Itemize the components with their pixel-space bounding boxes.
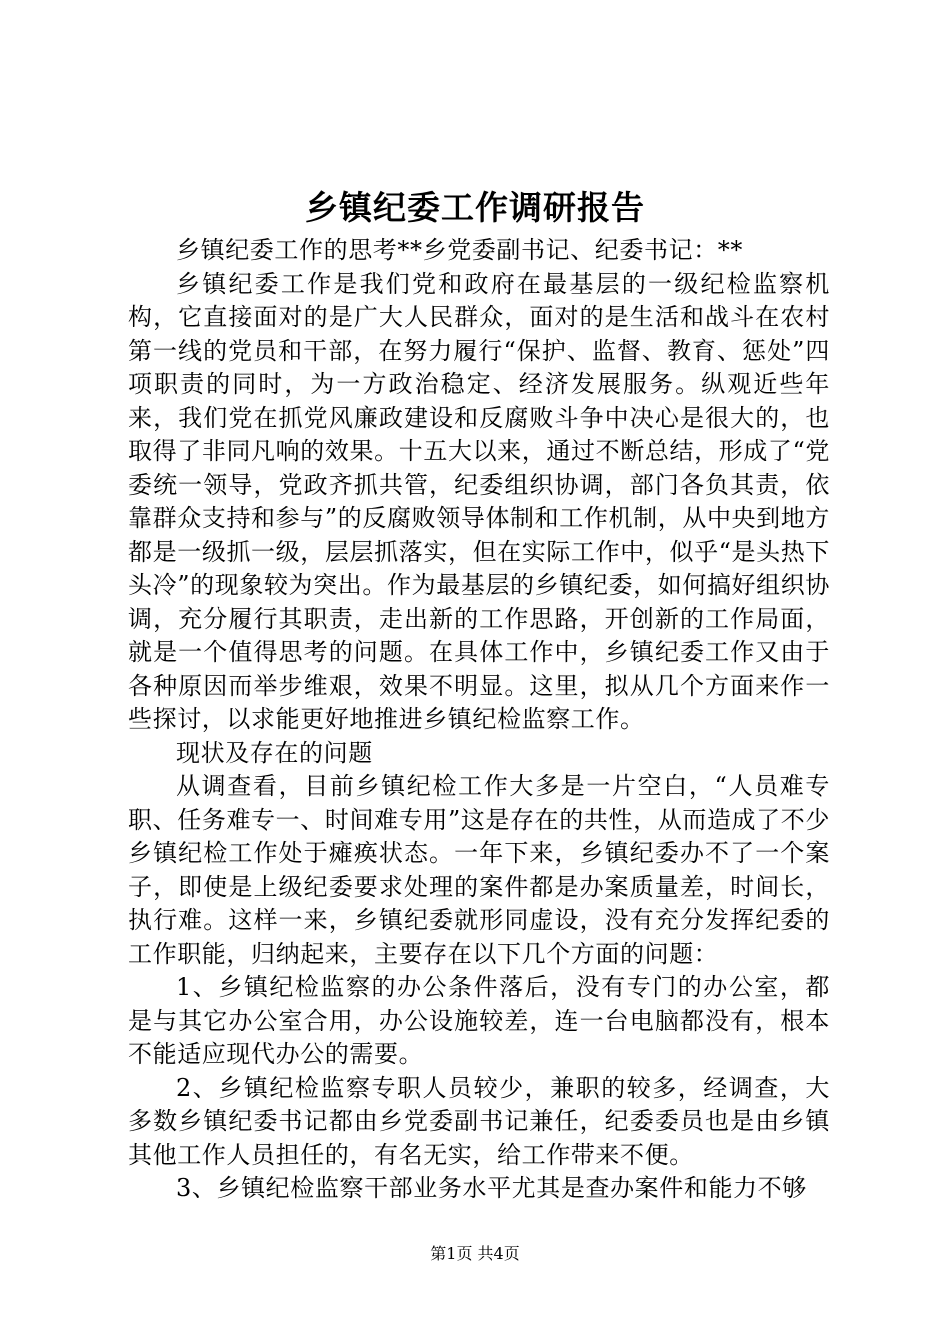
paragraph-item-2: 2、乡镇纪检监察专职人员较少，兼职的较多，经调查，大多数乡镇纪委书记都由乡党委副书记兼任，纪委委员也是由乡镇其他工作人员担任的，有名无实，给工作带来不便。 [128,1073,830,1169]
page-footer: 第1页 共4页 [430,1244,520,1263]
paragraph-intro: 乡镇纪委工作是我们党和政府在最基层的一级纪检监察机构，它直接面对的是广大人民群众，面对的是生活和战斗在农村第一线的党员和干部，在努力履行“保护、监督、教育、惩处”四项职责的同时，为一方政治稳定、经济发展服务。纵观近些年来，我们党在抓党风廉政建设和反腐败斗争中决心是很大的，也取得了非同凡响的效果。十五大以来，通过不断总结，形成了“党委统一领导，党政齐抓共管，纪委组织协调，部门各负其责，依靠群众支持和参与”的反腐败领导体制和工作机制，从中央到地方都是一级抓一级，层层抓落实，但在实际工作中，似乎“是头热下头冷”的现象较为突出。作为最基层的乡镇纪委，如何搞好组织协调，充分履行其职责，走出新的工作思路，开创新的工作局面，就是一个值得思考的问题。在具体工作中，乡镇纪委工作又由于各种原因而举步维艰，效果不明显。这里，拟从几个方面来作一些探讨，以求能更好地推进乡镇纪检监察工作。 [128,269,830,733]
paragraph-author-line: 乡镇纪委工作的思考**乡党委副书记、纪委书记：** [176,236,743,264]
paragraph-item-1: 1、乡镇纪检监察的办公条件落后，没有专门的办公室，都是与其它办公室合用，办公设施较差，连一台电脑都没有，根本不能适应现代办公的需要。 [128,973,830,1068]
document-body [128,234,830,1206]
paragraph-status: 从调查看，目前乡镇纪检工作大多是一片空白，“人员难专职、任务难专一、时间难专用”这是存在的共性，从而造成了不少乡镇纪检工作处于瘫痪状态。一年下来，乡镇纪委办不了一个案子，即使是上级纪委要求处理的案件都是办案质量差，时间长，执行难。这样一来，乡镇纪委就形同虚设，没有充分发挥纪委的工作职能，归纳起来，主要存在以下几个方面的问题： [128,772,830,968]
paragraph-item-3: 3、乡镇纪检监察干部业务水平尤其是查办案件和能力不够 [176,1174,807,1202]
section-heading: 现状及存在的问题 [176,738,373,767]
document-title: 乡镇纪委工作调研报告 [305,188,645,227]
